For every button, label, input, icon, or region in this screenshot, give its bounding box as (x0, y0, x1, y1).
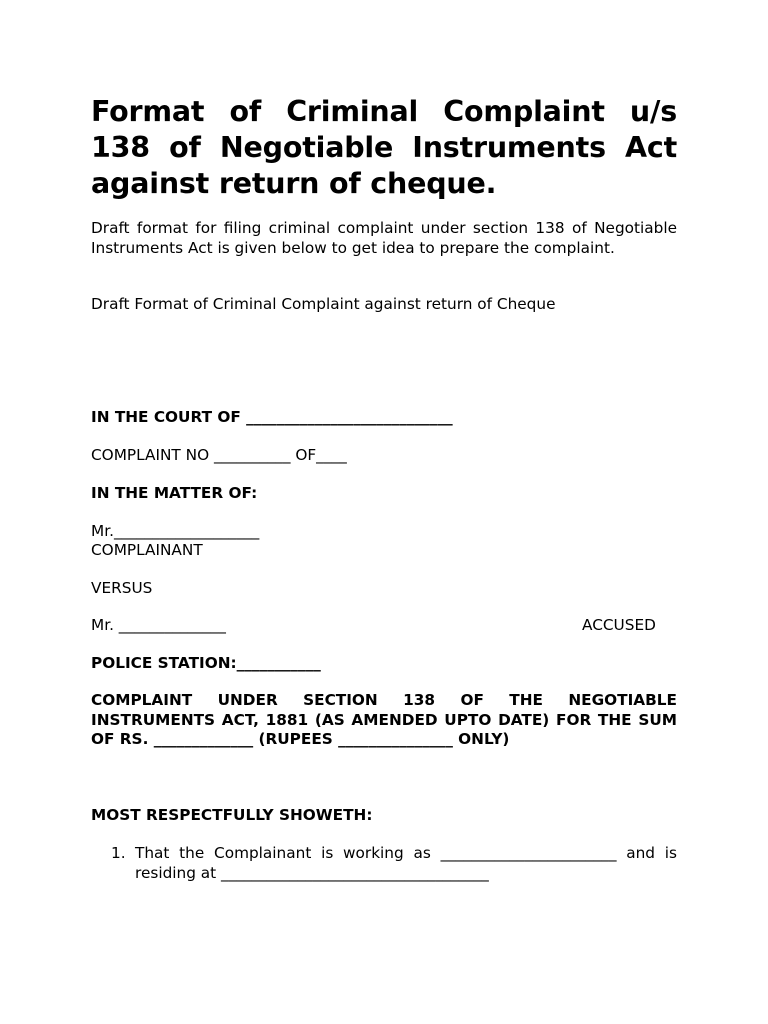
draft-heading: Draft Format of Criminal Complaint against return of Cheque (91, 295, 556, 313)
document-title: Format of Criminal Complaint u/s 138 of Negotiable Instruments Act against return of cheque. (91, 95, 677, 200)
complainant-name-line: Mr.___________________ (91, 522, 260, 540)
intro-paragraph: Draft format for filing criminal complaint under section 138 of Negotiable Instruments Act is given below to get idea to prepare the complaint. (91, 219, 677, 257)
list-item-number: 1. (111, 844, 126, 862)
versus-label: VERSUS (91, 579, 153, 597)
court-line: IN THE COURT OF ___________________________ (91, 408, 453, 426)
accused-name-line: Mr. ______________ (91, 616, 226, 634)
list-item-text: That the Complainant is working as _______________________ and is residing at ___________________________________ (135, 844, 677, 882)
police-station-line: POLICE STATION:___________ (91, 654, 321, 672)
accused-label: ACCUSED (582, 616, 656, 634)
showeth-heading: MOST RESPECTFULLY SHOWETH: (91, 806, 373, 824)
complainant-label: COMPLAINANT (91, 541, 203, 559)
matter-heading: IN THE MATTER OF: (91, 484, 258, 502)
complaint-heading: COMPLAINT UNDER SECTION 138 OF THE NEGOTIABLE INSTRUMENTS ACT, 1881 (AS AMENDED UPTO DATE) FOR THE SUM OF RS. _____________ (RUPEES _______________ ONLY) (91, 691, 677, 748)
complaint-number-line: COMPLAINT NO __________ OF____ (91, 446, 347, 464)
list-item (111, 844, 677, 883)
